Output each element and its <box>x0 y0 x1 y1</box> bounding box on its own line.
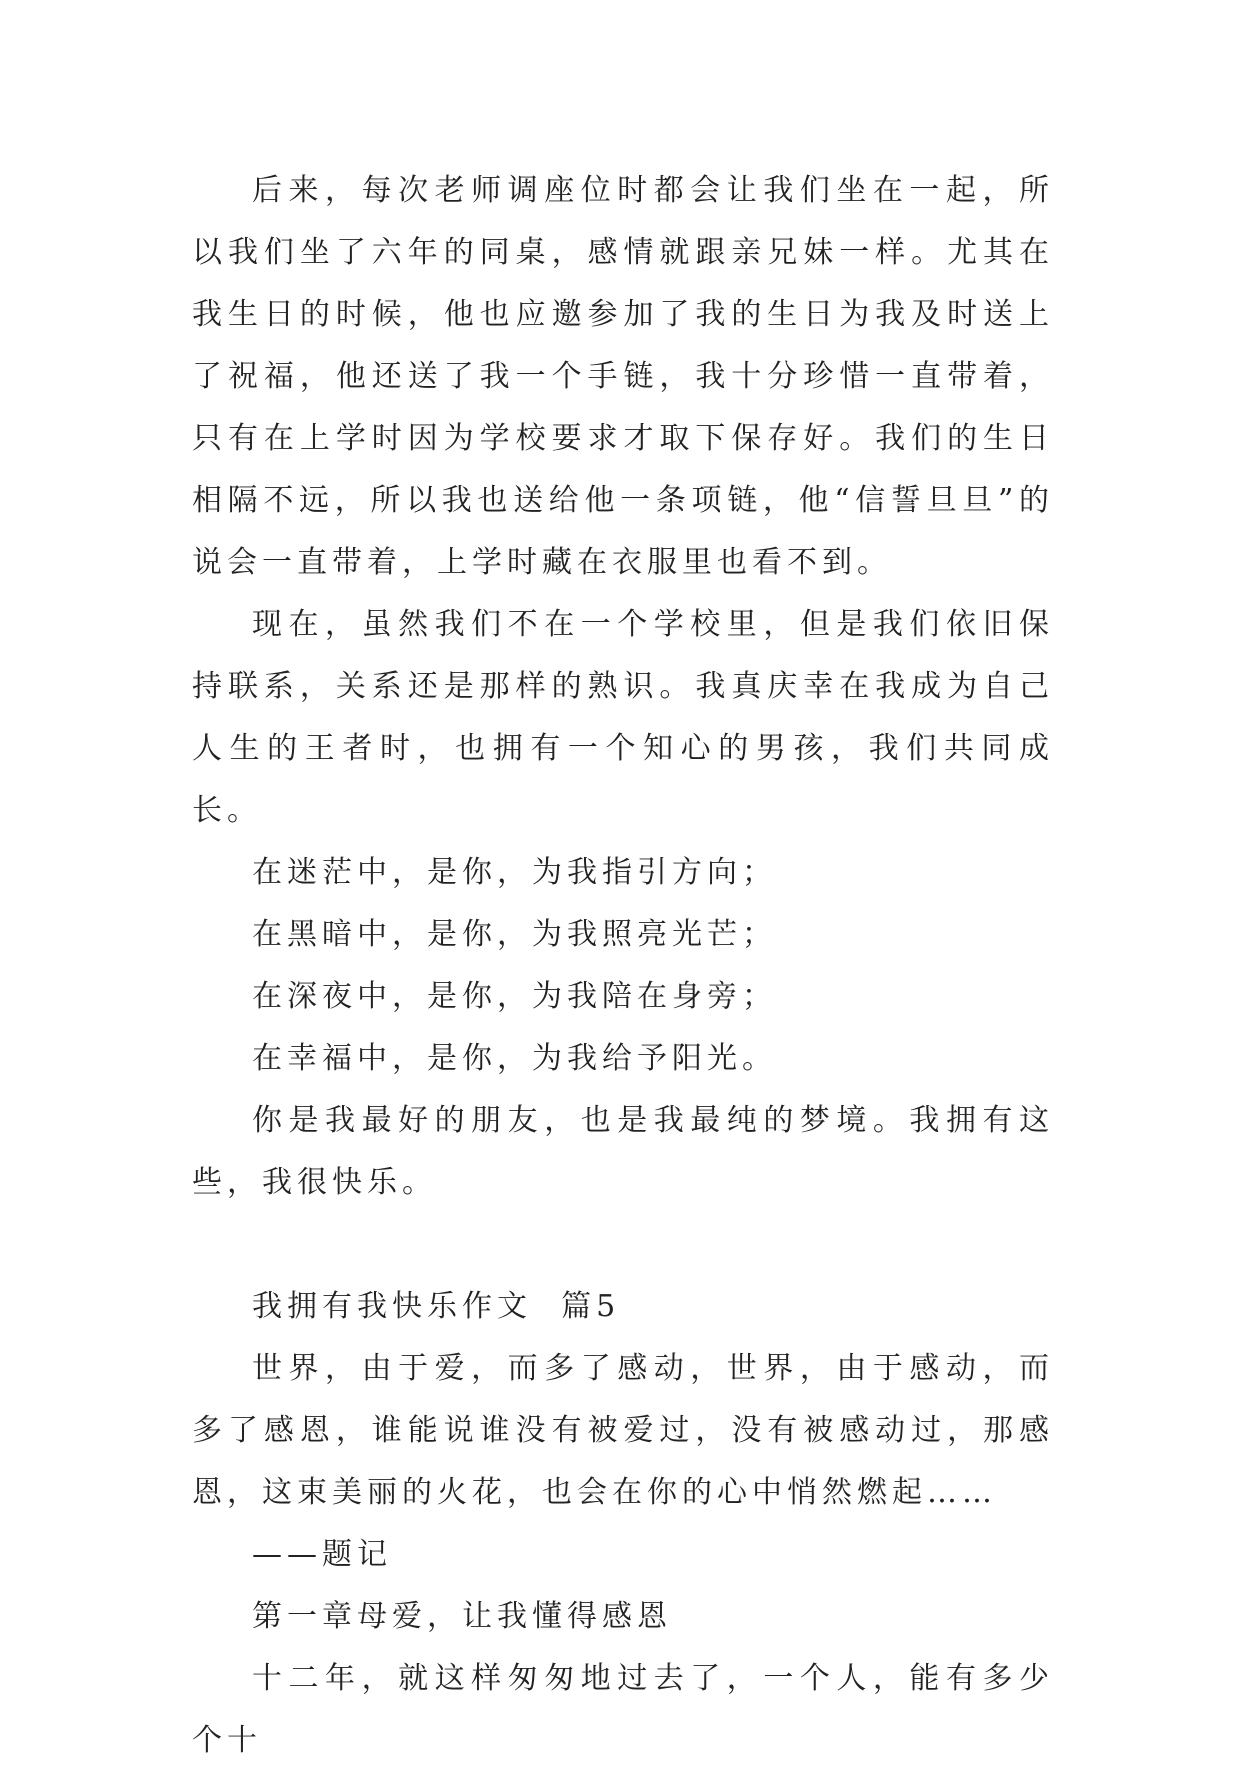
poem-line-2: 在黑暗中，是你，为我照亮光芒； <box>252 917 777 952</box>
paragraph-conclusion: 你是我最好的朋友，也是我最纯的梦境。我拥有这些，我很快乐。 <box>192 1103 1054 1200</box>
poem-line-4: 在幸福中，是你，为我给予阳光。 <box>252 1041 777 1076</box>
section-spacer <box>192 1214 1054 1276</box>
epigraph-note: ——题记 <box>252 1537 392 1572</box>
poem-line-3: 在深夜中，是你，为我陪在身旁； <box>252 979 777 1014</box>
paragraph-keep-in-touch: 现在，虽然我们不在一个学校里，但是我们依旧保持联系，关系还是那样的熟识。我真庆幸在我成为自己人生的王者时，也拥有一个知心的男孩，我们共同成长。 <box>192 607 1054 828</box>
chapter-title: 第一章母爱，让我懂得感恩 <box>252 1599 672 1634</box>
section-heading: 我拥有我快乐作文 篇5 <box>252 1289 621 1324</box>
paragraph-deskmate-gifts: 后来，每次老师调座位时都会让我们坐在一起，所以我们坐了六年的同桌，感情就跟亲兄妹一样。尤其在我生日的时候，他也应邀参加了我的生日为我及时送上了祝福，他还送了我一个手链，我十分珍惜一直带着，只有在上学时因为学校要求才取下保存好。我们的生日相隔不远，所以我也送给他一条项链，他“信誓旦旦”的说会一直带着，上学时藏在衣服里也看不到。 <box>192 173 1054 580</box>
poem-line-1: 在迷茫中，是你，为我指引方向； <box>252 855 777 890</box>
document-body <box>192 160 1054 1772</box>
paragraph-intro: 世界，由于爱，而多了感动，世界，由于感动，而多了感恩，谁能说谁没有被爱过，没有被感动过，那感恩，这束美丽的火花，也会在你的心中悄然燃起…… <box>192 1351 1054 1510</box>
paragraph-twelve-years: 十二年，就这样匆匆地过去了，一个人，能有多少个十 <box>192 1661 1054 1758</box>
